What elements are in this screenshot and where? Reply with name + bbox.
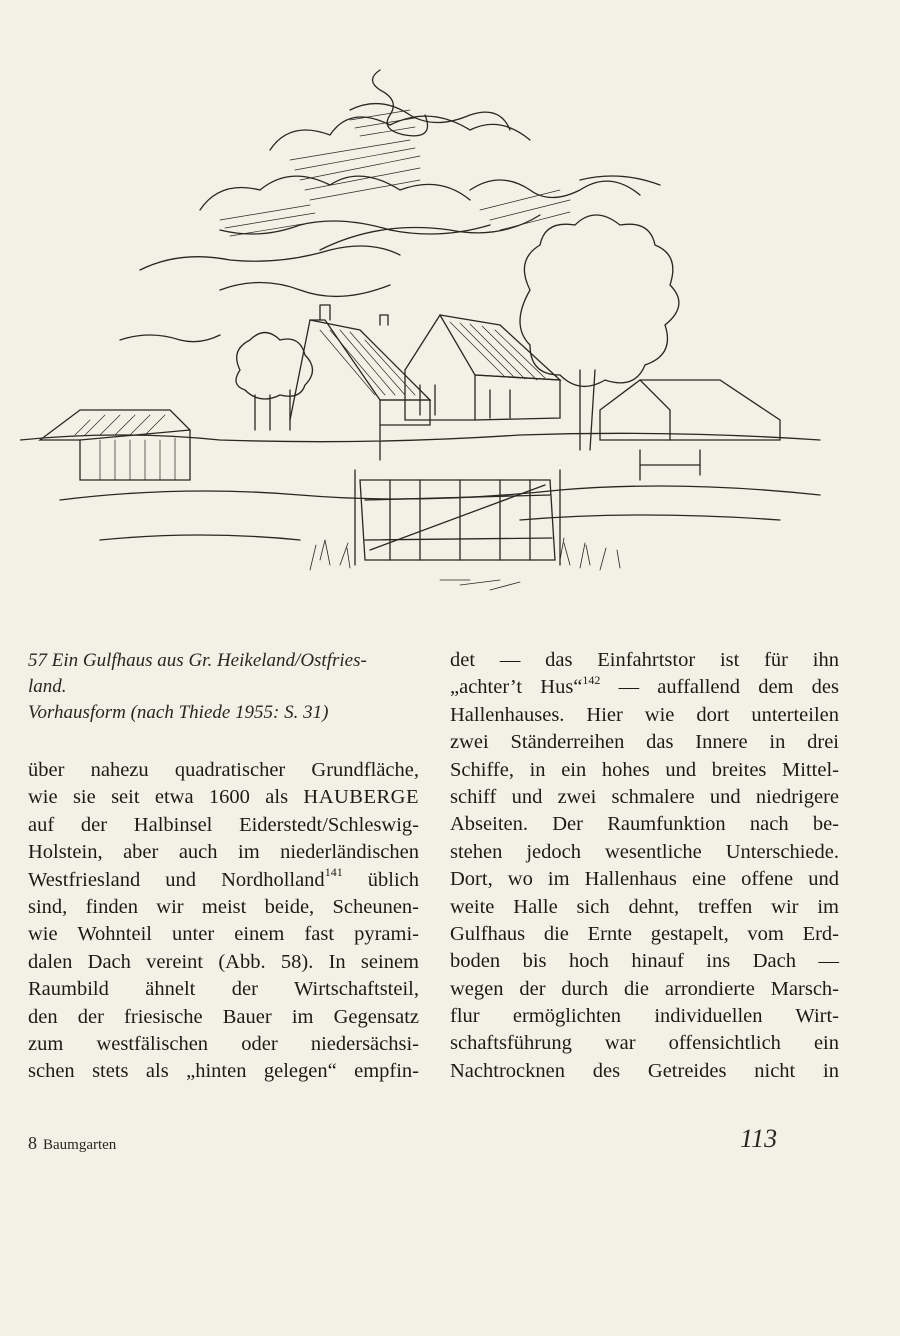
signature-name: Baumgarten xyxy=(43,1137,117,1153)
farmhouse-sketch xyxy=(20,40,880,620)
text-line: Gulfhaus die Ernte gestapelt, vom Erd- xyxy=(450,922,839,945)
text-line: Nachtrocknen des Getreides nicht in xyxy=(450,1059,839,1082)
figure-caption xyxy=(28,648,428,726)
text-line: Holstein, aber auch im niederländischen xyxy=(28,841,419,864)
text-line: Abseiten. Der Raumfunktion nach be- xyxy=(450,813,839,836)
text-line: weite Halle sich dehnt, treffen wir im xyxy=(450,895,839,918)
text-line: boden bis hoch hinauf ins Dach — xyxy=(450,950,839,973)
illustration-gulfhaus xyxy=(20,40,880,620)
text-line: wie sie seit etwa 1600 als HAUBERGE xyxy=(28,786,419,809)
caption-line-3: Vorhausform (nach Thiede 1955: S. 31) xyxy=(28,702,329,723)
text-column-left xyxy=(28,757,419,1086)
text-line: flur ermöglichten individuellen Wirt- xyxy=(450,1005,839,1028)
text-line: Schiffe, in ein hohes und breites Mittel- xyxy=(450,758,839,781)
text-line: sind, finden wir meist beide, Scheunen- xyxy=(28,895,419,918)
text-line: „achter’t Hus“$^{142}$ — auffallend dem des xyxy=(450,672,839,699)
text-line: wegen der durch die arrondierte Marsch- xyxy=(450,977,839,1000)
hauberge-term: HAUBERGE xyxy=(303,786,419,809)
text-line: zwei Ständerreihen das Innere in drei xyxy=(450,731,839,754)
footnote-ref-141: 141 xyxy=(324,864,343,879)
text-line: wie Wohnteil unter einem fast pyrami- xyxy=(28,923,419,946)
text-line: dalen Dach vereint (Abb. 58). In seinem xyxy=(28,950,419,973)
text-line: stehen jedoch wesentliche Unterschiede. xyxy=(450,840,839,863)
text-line: Raumbild ähnelt der Wirtschaftsteil, xyxy=(28,978,419,1001)
text-line: det — das Einfahrtstor ist für ihn xyxy=(450,649,839,671)
printer-signature xyxy=(28,1133,116,1154)
caption-line-1: 57 Ein Gulfhaus aus Gr. Heikeland/Ostfries- xyxy=(28,650,367,671)
text-line: schiff und zwei schmalere und niedrigere xyxy=(450,785,839,808)
text-line: schaftsführung war offensichtlich ein xyxy=(450,1032,839,1055)
text-line: Dort, wo im Hallenhaus eine offene und xyxy=(450,868,839,891)
text-line: zum westfälischen oder niedersächsi- xyxy=(28,1032,419,1055)
text-line: schen stets als „hinten gelegen“ empfin- xyxy=(28,1060,419,1083)
signature-number: 8 xyxy=(28,1133,37,1153)
text-line: Westfriesland und Nordholland$^{141}$ üblich xyxy=(28,864,419,891)
text-line: auf der Halbinsel Eiderstedt/Schleswig- xyxy=(28,813,419,836)
caption-line-2: land. xyxy=(28,676,67,697)
text-line: über nahezu quadratischer Grundfläche, xyxy=(28,759,419,781)
text-line: den der friesische Bauer im Gegensatz xyxy=(28,1005,419,1028)
footnote-ref-142: 142 xyxy=(582,672,601,687)
text-line: Hallenhauses. Hier wie dort unterteilen xyxy=(450,703,839,726)
page-number: 113 xyxy=(740,1124,778,1153)
text-column-right xyxy=(450,647,839,1085)
